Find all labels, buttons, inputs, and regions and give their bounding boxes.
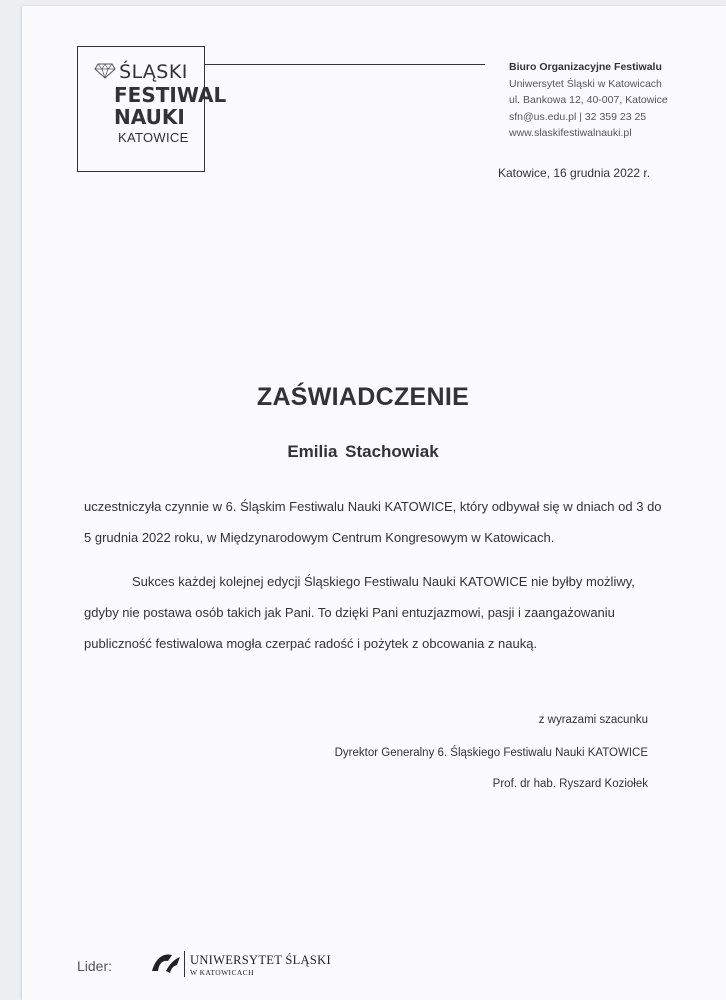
office-contact: sfn@us.edu.pl | 32 359 23 25 (509, 110, 647, 123)
university-divider (184, 951, 185, 977)
body-paragraph-1: uczestniczyła czynnie w 6. Śląskim Festiwalu Nauki KATOWICE, który odbywał się w dniach od 3 do 5 grudnia 2022 roku, w Międzynarodowym Centrum Kongresowym w Katowicach. (84, 499, 662, 545)
office-title: Biuro Organizacyjne Festiwalu (509, 61, 662, 73)
signature-role: Dyrektor Generalny 6. Śląskiego Festiwalu Nauki KATOWICE (334, 747, 648, 759)
document-date: Katowice, 16 grudnia 2022 r. (498, 166, 651, 180)
logo-line-festiwal: FESTIWAL (114, 82, 227, 107)
university-emblem-icon (150, 951, 182, 980)
leader-label: Lider: (77, 958, 113, 974)
office-line: ul. Bankowa 12, 40-007, Katowice (509, 94, 668, 106)
logo-line-katowice: KATOWICE (118, 129, 189, 145)
office-website: www.slaskifestiwalnauki.pl (509, 127, 632, 139)
logo-line-slaski: ŚLĄSKI (119, 61, 188, 83)
diamond-icon (94, 62, 116, 84)
university-name: UNIWERSYTET ŚLĄSKI (190, 953, 331, 967)
office-address (509, 59, 668, 142)
signature-closing: z wyrazami szacunku (538, 714, 648, 726)
header-divider (205, 64, 485, 65)
logo-line-nauki: NAUKI (114, 104, 185, 129)
document-heading: ZAŚWIADCZENIE (256, 383, 470, 411)
signature-person: Prof. dr hab. Ryszard Koziołek (492, 778, 648, 790)
festival-logo (77, 46, 227, 172)
recipient-name: Emilia Stachowiak (287, 442, 439, 461)
university-subtitle: W KATOWICACH (190, 968, 254, 977)
body-paragraph-2: Sukces każdej kolejnej edycji Śląskiego Festiwalu Nauki KATOWICE nie byłby możliwy, gdyby nie postawa osób takich jak Pani. To dzięki Pani entuzjazmowi, pasji i zaangażowaniu publiczność festiwalowa mogła czerpać radość i pożytek z obcowania z nauką. (84, 574, 635, 651)
office-line: Uniwersytet Śląski w Katowicach (509, 77, 662, 90)
